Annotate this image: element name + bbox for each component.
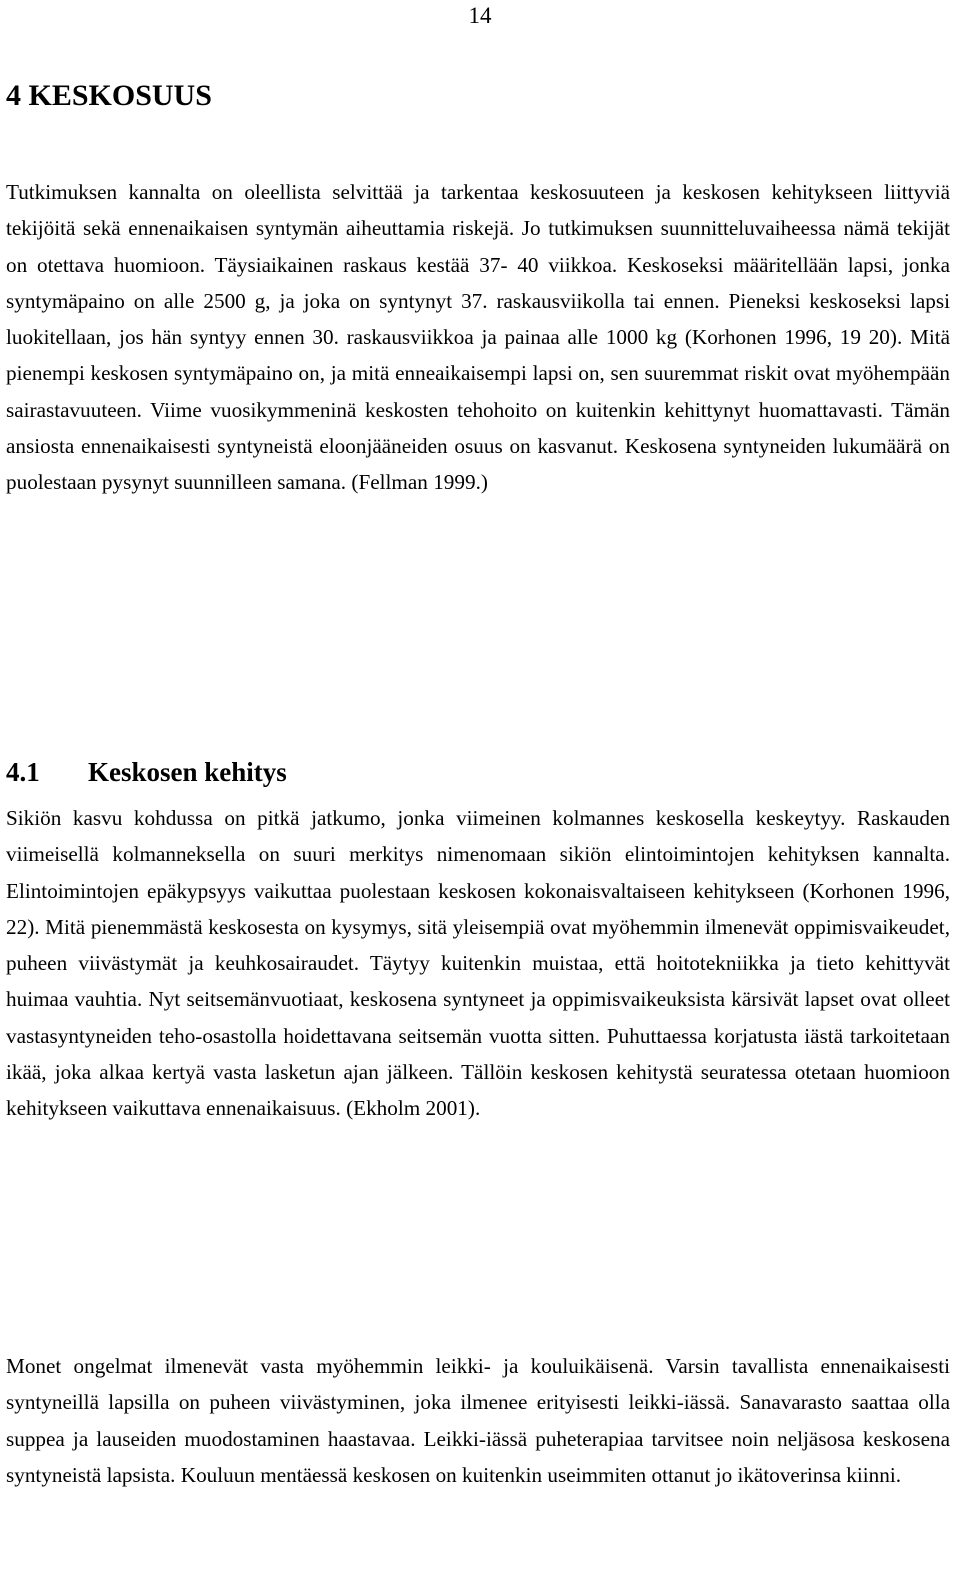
paragraph-intro: Tutkimuksen kannalta on oleellista selvittää ja tarkentaa keskosuuteen ja keskosen kehitykseen liittyviä tekijöitä sekä ennenaikaisen syntymän aiheuttamia riskejä. Jo tutkimuksen suunnitteluvaiheessa nämä tekijät on otettava huomioon. Täysiaikainen raskaus kestää 37- 40 viikkoa. Keskoseksi määritellään lapsi, jonka syntymäpaino on alle 2500 g, ja joka on syntynyt 37. raskausviikolla tai ennen. Pieneksi keskoseksi lapsi luokitellaan, jos hän syntyy ennen 30. raskausviikkoa ja painaa alle 1000 kg (Korhonen 1996, 19 20). Mitä pienempi keskosen syntymäpaino on, ja mitä enneaikaisempi lapsi on, sen suuremmat riskit ovat myöhempään sairastavuuteen. Viime vuosikymmeninä keskosten tehohoito on kuitenkin kehittynyt huomattavasti. Tämän ansiosta ennenaikaisesti syntyneistä eloonjääneiden osuus on kasvanut. Keskosena syntyneiden lukumäärä on puolestaan pysynyt suunnilleen samana. (Fellman 1999.) — [6, 180, 950, 495]
paragraph-problems: Monet ongelmat ilmenevät vasta myöhemmin leikki- ja kouluikäisenä. Varsin tavallista ennenaikaisesti syntyneillä lapsilla on puheen viivästyminen, joka ilmenee erityisesti leikki-iässä. Sanavarasto saattaa olla suppea ja lauseiden muodostaminen haastavaa. Leikki-iässä puheterapiaa tarvitsee noin neljäsosa keskosena syntyneistä lapsista. Kouluun mentäessä keskosen on kuitenkin useimmiten ottanut jo ikätoverinsa kiinni. — [6, 1354, 950, 1487]
section-number: 4.1 — [6, 757, 40, 787]
paragraph-development: Sikiön kasvu kohdussa on pitkä jatkumo, jonka viimeinen kolmannes keskosella keskeytyy. Raskauden viimeisellä kolmanneksella on suuri merkitys nimenomaan sikiön elintoimintojen kehityksen kannalta. Elintoimintojen epäkypsyys vaikuttaa puolestaan keskosen kokonaisvaltaiseen kehitykseen (Korhonen 1996, 22). Mitä pienemmästä keskosesta on kysymys, sitä yleisempiä ovat myöhemmin ilmenevät oppimisvaikeudet, puheen viivästymät ja keuhkosairaudet. Täytyy kuitenkin muistaa, että hoitotekniikka ja tieto kehittyvät huimaa vauhtia. Nyt seitsemänvuotiaat, keskosena syntyneet ja oppimisvaikeuksista kärsivät lapset ovat olleet vastasyntyneiden teho-osastolla hoidettavana seitsemän vuotta sitten. Puhuttaessa korjatusta iästä tarkoitetaan ikää, joka alkaa kertyä vasta lasketun ajan jälkeen. Tällöin keskosen kehitystä seuratessa otetaan huomioon kehitykseen vaikuttava ennenaikaisuus. (Ekholm 2001). — [6, 806, 950, 1121]
chapter-heading: 4 KESKOSUUS — [6, 79, 212, 112]
section-title: Keskosen kehitys — [88, 757, 287, 787]
page-number: 14 — [468, 3, 492, 28]
section-heading — [6, 754, 287, 790]
